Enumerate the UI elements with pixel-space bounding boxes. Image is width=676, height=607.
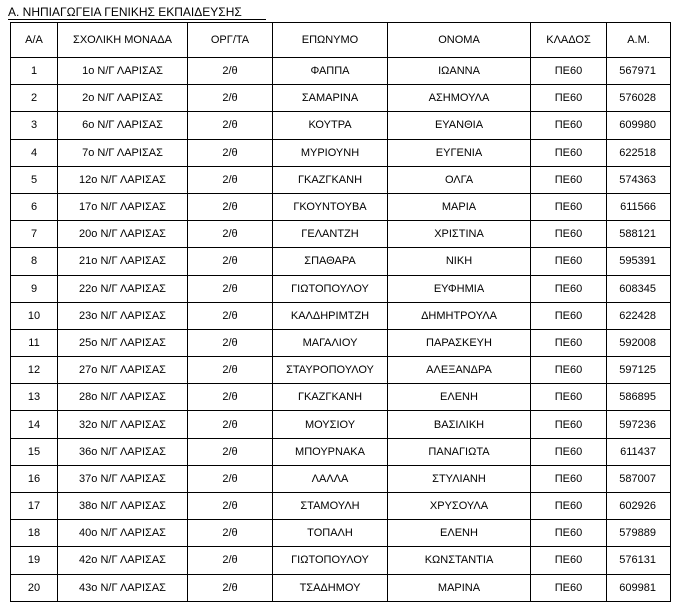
cell-aa: 11 — [11, 329, 58, 356]
cell-surname: ΓΙΩΤΟΠΟΥΛΟΥ — [273, 547, 388, 574]
cell-branch: ΠΕ60 — [531, 520, 607, 547]
cell-am: 567971 — [607, 58, 671, 85]
cell-school: 27ο Ν/Γ ΛΑΡΙΣΑΣ — [58, 357, 188, 384]
cell-school: 12ο Ν/Γ ΛΑΡΙΣΑΣ — [58, 166, 188, 193]
table-row — [11, 275, 671, 302]
cell-school: 32ο Ν/Γ ΛΑΡΙΣΑΣ — [58, 411, 188, 438]
cell-am: 622518 — [607, 139, 671, 166]
cell-name: ΕΥΓΕΝΙΑ — [388, 139, 531, 166]
cell-aa: 2 — [11, 85, 58, 112]
table-row — [11, 112, 671, 139]
cell-surname: ΣΠΑΘΑΡΑ — [273, 248, 388, 275]
cell-name: ΝΙΚΗ — [388, 248, 531, 275]
cell-branch: ΠΕ60 — [531, 85, 607, 112]
table-row — [11, 411, 671, 438]
cell-am: 587007 — [607, 465, 671, 492]
cell-aa: 9 — [11, 275, 58, 302]
table-row — [11, 384, 671, 411]
table-body — [11, 58, 671, 602]
cell-branch: ΠΕ60 — [531, 248, 607, 275]
cell-school: 1ο Ν/Γ ΛΑΡΙΣΑΣ — [58, 58, 188, 85]
cell-branch: ΠΕ60 — [531, 574, 607, 601]
cell-branch: ΠΕ60 — [531, 139, 607, 166]
column-header-school: ΣΧΟΛΙΚΗ ΜΟΝΑΔΑ — [58, 23, 188, 58]
table-row — [11, 58, 671, 85]
cell-branch: ΠΕ60 — [531, 166, 607, 193]
cell-name: ΜΑΡΙΑ — [388, 193, 531, 220]
cell-surname: ΤΣΑΔΗΜΟΥ — [273, 574, 388, 601]
table-row — [11, 329, 671, 356]
cell-branch: ΠΕ60 — [531, 58, 607, 85]
cell-school: 20ο Ν/Γ ΛΑΡΙΣΑΣ — [58, 221, 188, 248]
cell-surname: ΓΙΩΤΟΠΟΥΛΟΥ — [273, 275, 388, 302]
cell-org: 2/θ — [188, 493, 273, 520]
cell-name: ΕΥΑΝΘΙΑ — [388, 112, 531, 139]
cell-surname: ΓΚΑΖΓΚΑΝΗ — [273, 166, 388, 193]
cell-branch: ΠΕ60 — [531, 493, 607, 520]
column-header-aa: Α/Α — [11, 23, 58, 58]
cell-aa: 5 — [11, 166, 58, 193]
cell-surname: ΓΚΑΖΓΚΑΝΗ — [273, 384, 388, 411]
cell-org: 2/θ — [188, 438, 273, 465]
cell-org: 2/θ — [188, 248, 273, 275]
cell-school: 36ο Ν/Γ ΛΑΡΙΣΑΣ — [58, 438, 188, 465]
cell-school: 25ο Ν/Γ ΛΑΡΙΣΑΣ — [58, 329, 188, 356]
cell-school: 7ο Ν/Γ ΛΑΡΙΣΑΣ — [58, 139, 188, 166]
cell-org: 2/θ — [188, 221, 273, 248]
column-header-branch: ΚΛΑΔΟΣ — [531, 23, 607, 58]
table-row — [11, 357, 671, 384]
cell-name: ΙΩΑΝΝΑ — [388, 58, 531, 85]
cell-org: 2/θ — [188, 329, 273, 356]
cell-surname: ΣΤΑΥΡΟΠΟΥΛΟΥ — [273, 357, 388, 384]
table-row — [11, 193, 671, 220]
cell-surname: ΚΑΛΔΗΡΙΜΤΖΗ — [273, 302, 388, 329]
cell-am: 609980 — [607, 112, 671, 139]
teachers-table — [10, 22, 671, 602]
cell-surname: ΜΑΓΑΛΙΟΥ — [273, 329, 388, 356]
cell-aa: 19 — [11, 547, 58, 574]
cell-org: 2/θ — [188, 302, 273, 329]
table-row — [11, 547, 671, 574]
table-row — [11, 248, 671, 275]
cell-am: 588121 — [607, 221, 671, 248]
cell-am: 574363 — [607, 166, 671, 193]
cell-am: 622428 — [607, 302, 671, 329]
header-row — [11, 23, 671, 58]
cell-aa: 7 — [11, 221, 58, 248]
cell-branch: ΠΕ60 — [531, 384, 607, 411]
cell-org: 2/θ — [188, 85, 273, 112]
table-row — [11, 139, 671, 166]
column-header-am: Α.Μ. — [607, 23, 671, 58]
cell-surname: ΦΑΠΠΑ — [273, 58, 388, 85]
cell-aa: 12 — [11, 357, 58, 384]
cell-surname: ΓΕΛΑΝΤΖΗ — [273, 221, 388, 248]
table-row — [11, 493, 671, 520]
cell-name: ΚΩΝΣΤΑΝΤΙΑ — [388, 547, 531, 574]
cell-school: 43ο Ν/Γ ΛΑΡΙΣΑΣ — [58, 574, 188, 601]
cell-am: 595391 — [607, 248, 671, 275]
cell-am: 576028 — [607, 85, 671, 112]
table-row — [11, 465, 671, 492]
cell-school: 38ο Ν/Γ ΛΑΡΙΣΑΣ — [58, 493, 188, 520]
cell-surname: ΓΚΟΥΝΤΟΥΒΑ — [273, 193, 388, 220]
cell-aa: 3 — [11, 112, 58, 139]
cell-school: 6ο Ν/Γ ΛΑΡΙΣΑΣ — [58, 112, 188, 139]
column-header-org: ΟΡΓ/ΤΑ — [188, 23, 273, 58]
cell-school: 28ο Ν/Γ ΛΑΡΙΣΑΣ — [58, 384, 188, 411]
cell-aa: 14 — [11, 411, 58, 438]
cell-branch: ΠΕ60 — [531, 329, 607, 356]
cell-surname: ΜΥΡΙΟΥΝΗ — [273, 139, 388, 166]
cell-name: ΑΣΗΜΟΥΛΑ — [388, 85, 531, 112]
cell-name: ΔΗΜΗΤΡΟΥΛΑ — [388, 302, 531, 329]
table-row — [11, 166, 671, 193]
cell-school: 2ο Ν/Γ ΛΑΡΙΣΑΣ — [58, 85, 188, 112]
cell-org: 2/θ — [188, 520, 273, 547]
cell-branch: ΠΕ60 — [531, 193, 607, 220]
cell-name: ΟΛΓΑ — [388, 166, 531, 193]
cell-name: ΠΑΝΑΓΙΩΤΑ — [388, 438, 531, 465]
cell-branch: ΠΕ60 — [531, 112, 607, 139]
cell-org: 2/θ — [188, 275, 273, 302]
cell-org: 2/θ — [188, 112, 273, 139]
table-row — [11, 85, 671, 112]
cell-school: 37ο Ν/Γ ΛΑΡΙΣΑΣ — [58, 465, 188, 492]
cell-surname: ΤΟΠΑΛΗ — [273, 520, 388, 547]
cell-aa: 13 — [11, 384, 58, 411]
cell-org: 2/θ — [188, 574, 273, 601]
cell-org: 2/θ — [188, 166, 273, 193]
cell-branch: ΠΕ60 — [531, 465, 607, 492]
cell-am: 597236 — [607, 411, 671, 438]
cell-am: 611566 — [607, 193, 671, 220]
column-header-name: ΟΝΟΜΑ — [388, 23, 531, 58]
table-row — [11, 520, 671, 547]
cell-am: 611437 — [607, 438, 671, 465]
column-header-surname: ΕΠΩΝΥΜΟ — [273, 23, 388, 58]
cell-branch: ΠΕ60 — [531, 547, 607, 574]
cell-am: 597125 — [607, 357, 671, 384]
cell-name: ΣΤΥΛΙΑΝΗ — [388, 465, 531, 492]
cell-am: 592008 — [607, 329, 671, 356]
cell-am: 602926 — [607, 493, 671, 520]
cell-am: 579889 — [607, 520, 671, 547]
cell-surname: ΣΤΑΜΟΥΛΗ — [273, 493, 388, 520]
cell-aa: 6 — [11, 193, 58, 220]
cell-surname: ΜΠΟΥΡΝΑΚΑ — [273, 438, 388, 465]
cell-branch: ΠΕ60 — [531, 221, 607, 248]
table-row — [11, 302, 671, 329]
cell-name: ΒΑΣΙΛΙΚΗ — [388, 411, 531, 438]
cell-school: 22ο Ν/Γ ΛΑΡΙΣΑΣ — [58, 275, 188, 302]
cell-aa: 15 — [11, 438, 58, 465]
cell-school: 42ο Ν/Γ ΛΑΡΙΣΑΣ — [58, 547, 188, 574]
cell-org: 2/θ — [188, 384, 273, 411]
cell-branch: ΠΕ60 — [531, 275, 607, 302]
cell-name: ΠΑΡΑΣΚΕΥΗ — [388, 329, 531, 356]
cell-school: 40ο Ν/Γ ΛΑΡΙΣΑΣ — [58, 520, 188, 547]
cell-aa: 16 — [11, 465, 58, 492]
cell-aa: 18 — [11, 520, 58, 547]
cell-name: ΕΛΕΝΗ — [388, 384, 531, 411]
cell-name: ΑΛΕΞΑΝΔΡΑ — [388, 357, 531, 384]
cell-surname: ΛΑΛΛΑ — [273, 465, 388, 492]
cell-school: 21ο Ν/Γ ΛΑΡΙΣΑΣ — [58, 248, 188, 275]
cell-aa: 17 — [11, 493, 58, 520]
cell-branch: ΠΕ60 — [531, 302, 607, 329]
cell-name: ΧΡΥΣΟΥΛΑ — [388, 493, 531, 520]
cell-surname: ΣΑΜΑΡΙΝΑ — [273, 85, 388, 112]
cell-org: 2/θ — [188, 193, 273, 220]
cell-name: ΜΑΡΙΝΑ — [388, 574, 531, 601]
cell-org: 2/θ — [188, 139, 273, 166]
table-row — [11, 574, 671, 601]
cell-am: 609981 — [607, 574, 671, 601]
cell-org: 2/θ — [188, 547, 273, 574]
cell-aa: 20 — [11, 574, 58, 601]
cell-org: 2/θ — [188, 465, 273, 492]
table-row — [11, 221, 671, 248]
cell-branch: ΠΕ60 — [531, 438, 607, 465]
cell-branch: ΠΕ60 — [531, 411, 607, 438]
cell-surname: ΚΟΥΤΡΑ — [273, 112, 388, 139]
cell-surname: ΜΟΥΣΙΟΥ — [273, 411, 388, 438]
cell-org: 2/θ — [188, 411, 273, 438]
cell-name: ΧΡΙΣΤΙΝΑ — [388, 221, 531, 248]
cell-am: 586895 — [607, 384, 671, 411]
cell-name: ΕΥΦΗΜΙΑ — [388, 275, 531, 302]
cell-school: 17ο Ν/Γ ΛΑΡΙΣΑΣ — [58, 193, 188, 220]
cell-am: 576131 — [607, 547, 671, 574]
cell-org: 2/θ — [188, 58, 273, 85]
section-heading: Α. ΝΗΠΙΑΓΩΓΕΙΑ ΓΕΝΙΚΗΣ ΕΚΠΑΙΔΕΥΣΗΣ — [8, 5, 242, 19]
cell-aa: 8 — [11, 248, 58, 275]
cell-aa: 1 — [11, 58, 58, 85]
cell-aa: 4 — [11, 139, 58, 166]
cell-name: ΕΛΕΝΗ — [388, 520, 531, 547]
cell-org: 2/θ — [188, 357, 273, 384]
heading-underline — [8, 19, 266, 20]
table-row — [11, 438, 671, 465]
cell-am: 608345 — [607, 275, 671, 302]
cell-branch: ΠΕ60 — [531, 357, 607, 384]
cell-school: 23ο Ν/Γ ΛΑΡΙΣΑΣ — [58, 302, 188, 329]
cell-aa: 10 — [11, 302, 58, 329]
